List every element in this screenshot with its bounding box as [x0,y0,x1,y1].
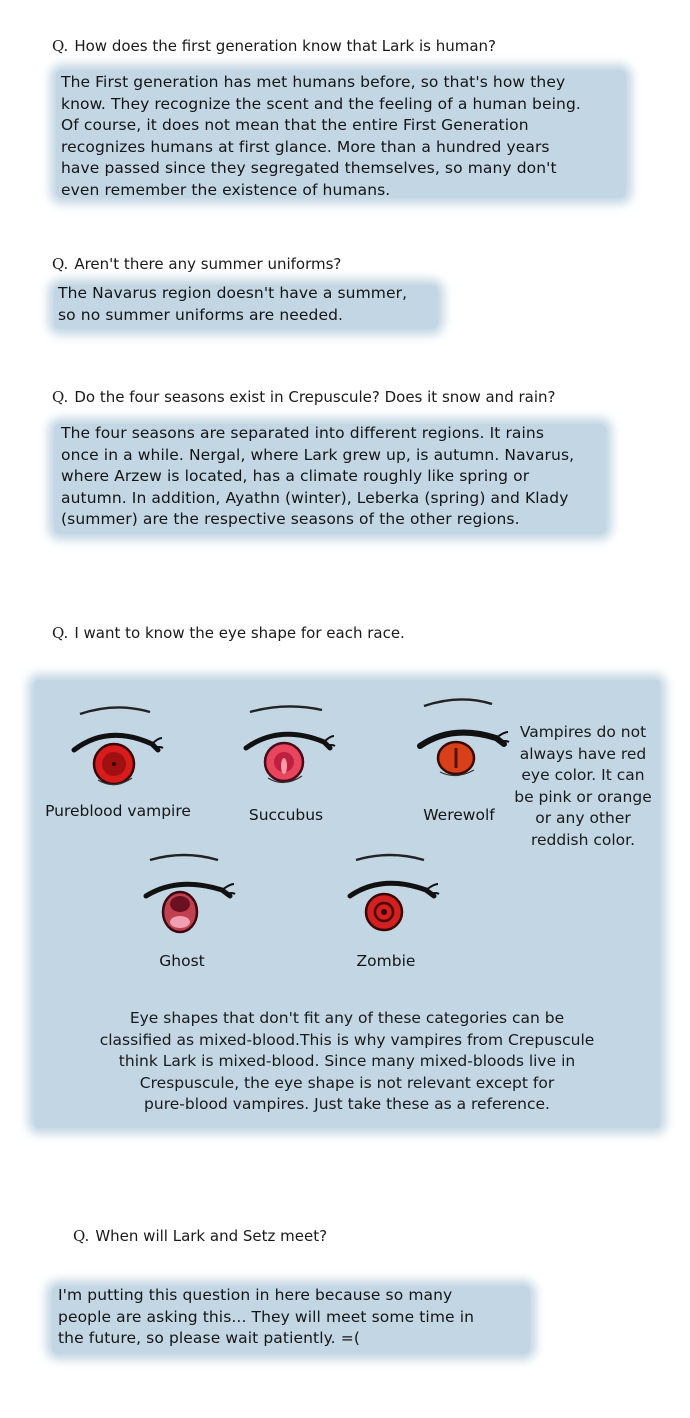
question-text: When will Lark and Setz meet? [95,1227,328,1245]
answer-3 [61,423,574,531]
question-mark: Q. [52,37,69,55]
question-2 [52,255,341,273]
answer-line: the future, so please wait patiently. =( [58,1329,360,1347]
question-4 [52,624,405,642]
answer-line: The First generation has met humans before, so that's how they [61,73,566,91]
eye-shape-footer [54,1008,640,1116]
question-text: I want to know the eye shape for each race. [74,624,405,642]
footer-line: classified as mixed-blood.This is why vampires from Crepuscule [99,1030,595,1049]
footer-line: pure-blood vampires. Just take these as a reference. [144,1095,550,1113]
question-text: Aren't there any summer uniforms? [74,255,342,273]
question-3 [52,388,555,406]
answer-line: Of course, it does not mean that the entire First Generation [61,116,529,134]
question-text: How does the first generation know that Lark is human? [74,37,496,55]
footer-line: Crespuscule, the eye shape is not relevant except for [139,1073,555,1092]
note-line: Vampires do not [519,723,647,741]
answer-line: have passed since they segregated themselves, so many don't [61,159,557,177]
eye-label-succubus: Succubus [248,806,324,824]
question-5 [73,1227,327,1245]
answer-line: where Arzew is located, has a climate roughly like spring or [61,467,530,485]
note-line: eye color. It can [521,766,645,784]
eye-label-ghost: Ghost [159,952,205,970]
answer-line: once in a while. Nergal, where Lark grew up, is autumn. Navarus, [61,445,575,464]
eye-label-werewolf: Werewolf [423,806,495,824]
note-line: be pink or orange [514,787,652,806]
answer-1 [61,72,581,201]
succubus-eye-icon [238,698,342,794]
zombie-eye-icon [342,846,446,942]
answer-5 [58,1285,474,1350]
question-mark: Q. [52,388,69,406]
answer-line: The Navarus region doesn't have a summer, [58,284,408,302]
answer-line: even remember the existence of humans. [61,180,391,199]
note-line: reddish color. [530,830,636,849]
note-line: always have red [519,744,647,763]
answer-line: recognizes humans at first glance. More than a hundred years [61,137,550,156]
question-mark: Q. [52,624,69,642]
answer-line: people are asking this... They will meet some time in [58,1307,475,1326]
answer-line: know. They recognize the scent and the feeling of a human being. [61,94,581,113]
answer-line: The four seasons are separated into different regions. It rains [61,424,545,442]
question-mark: Q. [52,255,69,273]
question-1 [52,37,496,55]
footer-line: think Lark is mixed-blood. Since many mixed-bloods live in [118,1052,576,1070]
question-mark: Q. [73,1227,90,1245]
answer-line: autumn. In addition, Ayathn (winter), Leberka (spring) and Klady [61,488,569,507]
note-line: or any other [535,809,631,827]
footer-line: Eye shapes that don't fit any of these categories can be [129,1009,565,1027]
ghost-eye-icon [138,846,242,942]
question-text: Do the four seasons exist in Crepuscule? Does it snow and rain? [74,388,556,406]
eye-label-pureblood: Pureblood vampire [45,802,191,820]
vampire-eye-color-note [508,722,658,851]
answer-line: so no summer uniforms are needed. [58,305,344,324]
werewolf-eye-icon [412,690,516,786]
answer-line: (summer) are the respective seasons of the other regions. [61,510,520,528]
eye-label-zombie: Zombie [356,952,416,970]
answer-2 [58,283,407,326]
pureblood-vampire-eye-icon [66,698,170,794]
answer-line: I'm putting this question in here because so many [58,1286,453,1304]
